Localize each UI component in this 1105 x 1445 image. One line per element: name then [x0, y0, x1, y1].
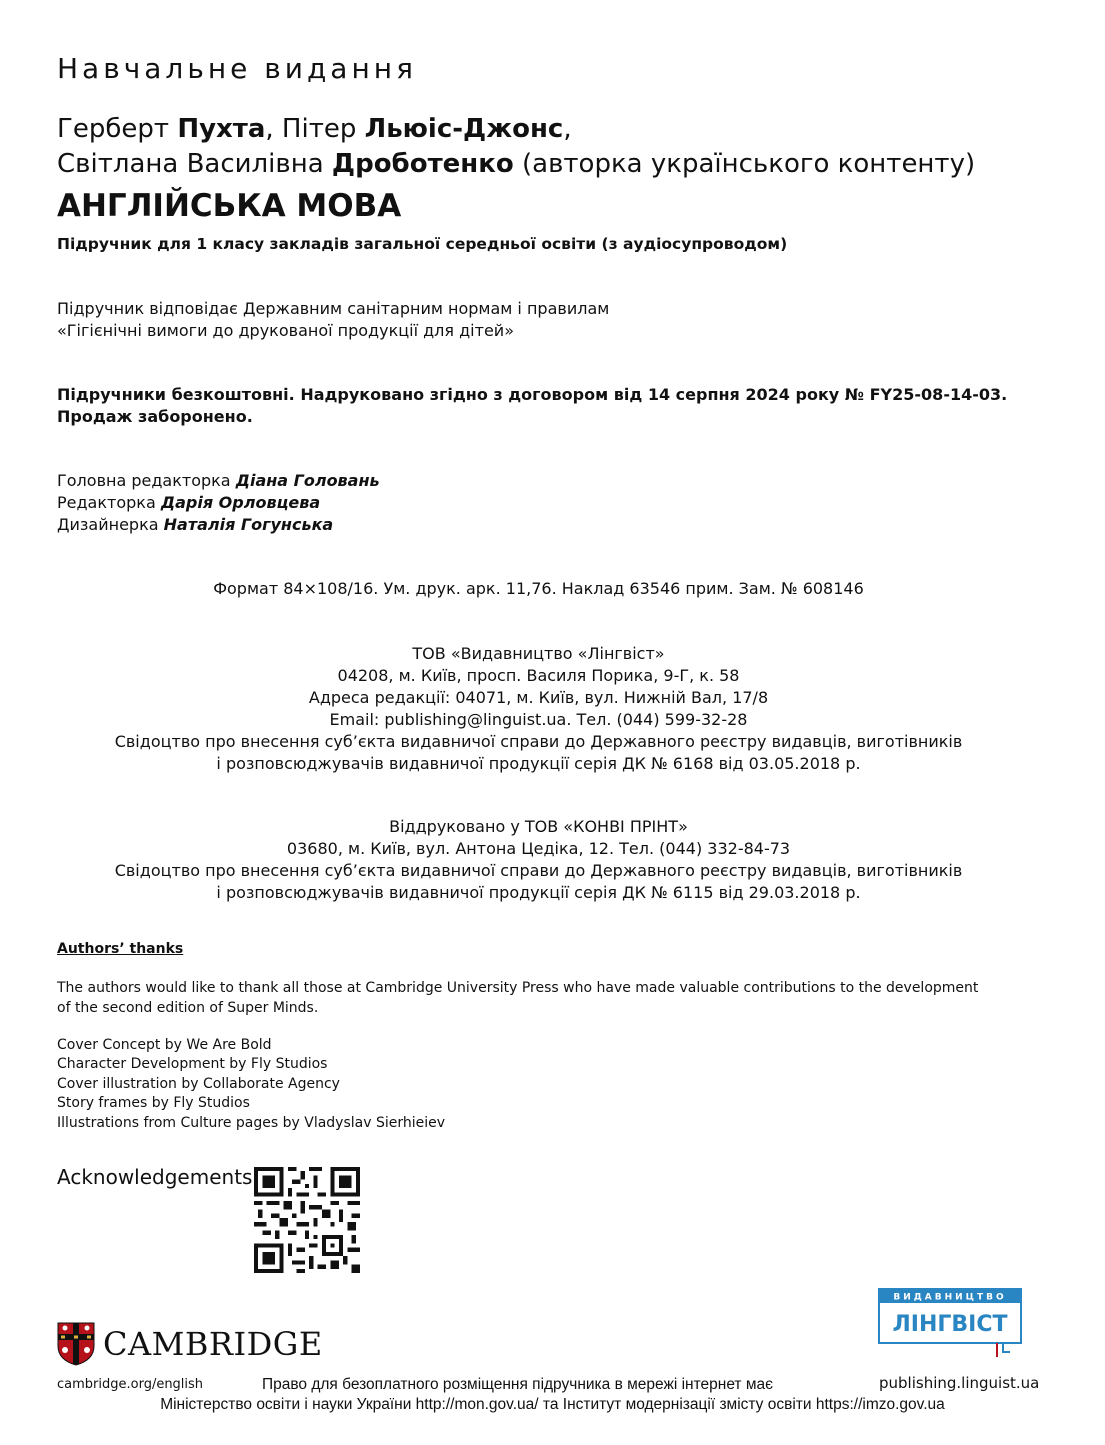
printer-line: 03680, м. Київ, вул. Антона Цедіка, 12. Тел. (044) 332-84-73	[286, 839, 791, 858]
publisher-line: 04208, м. Київ, просп. Василя Порика, 9-Г, к. 58	[337, 666, 740, 685]
authors-line-1	[57, 112, 975, 147]
credit-line: Cover illustration by Collaborate Agency	[57, 1075, 340, 1092]
authors-line-2	[57, 147, 975, 182]
editor-role: Редакторка	[57, 493, 161, 512]
publisher-line: і розповсюджувачів видавничої продукції серія ДК № 6168 від 03.05.2018 р.	[216, 754, 861, 773]
cambridge-wordmark: CAMBRIDGE	[103, 1325, 323, 1363]
credit-line: Character Development by Fly Studios	[57, 1056, 328, 1073]
publisher-line: Email: publishing@linguist.ua. Тел. (044) 599-32-28	[329, 710, 748, 729]
format-line: Формат 84×108/16. Ум. друк. арк. 11,76. Наклад 63546 прим. Зам. № 608146	[213, 579, 864, 598]
author-first-name: Герберт	[57, 114, 178, 144]
printer-line: Віддруковано у ТОВ «КОНВІ ПРІНТ»	[389, 817, 688, 836]
authors-thanks-body: The authors would like to thank all those at Cambridge University Press who have made valuable contributions to the development of the second edition of Super Minds.	[57, 980, 979, 1016]
editor-role: Головна редакторка	[57, 471, 236, 490]
edition-type: Навчальне видання	[57, 52, 417, 85]
editor-role: Дизайнерка	[57, 515, 164, 534]
lingvist-logo-icon	[878, 1288, 1024, 1358]
author-last-name: Льюіс-Джонс	[364, 114, 564, 144]
author-first-name: Світлана Василівна	[57, 149, 332, 179]
editor-name: Наталія Гогунська	[163, 515, 334, 534]
lingvist-url[interactable]: publishing.linguist.ua	[879, 1374, 1040, 1392]
editor-entry	[57, 470, 380, 492]
publisher-line: Свідоцтво про внесення суб’єкта видавничої справи до Державного реєстру видавців, виготівників	[114, 732, 963, 751]
printer-line: і розповсюджувачів видавничої продукції серія ДК № 6115 від 29.03.2018 р.	[216, 883, 861, 902]
lingvist-logo	[878, 1288, 1024, 1362]
qr-code-icon[interactable]	[254, 1167, 360, 1273]
free-notice-line: Підручники безкоштовні. Надруковано згідно з договором від 14 серпня 2024 року № FY25-08-14-03.	[57, 385, 1008, 404]
editors-list	[57, 470, 380, 536]
free-notice-line: Продаж заборонено.	[57, 407, 253, 426]
free-distribution-notice	[57, 384, 1007, 428]
hygiene-line: «Гігієнічні вимоги до друкованої продукції для дітей»	[57, 321, 514, 340]
publisher-info	[0, 643, 1077, 775]
credits-list	[57, 1036, 445, 1133]
acknowledgements-label: Acknowledgements	[57, 1165, 253, 1189]
authors-block	[57, 112, 975, 182]
author-separator: , Пітер	[265, 114, 365, 144]
hygiene-line: Підручник відповідає Державним санітарним нормам і правилам	[57, 299, 610, 318]
author-note: (авторка українського контенту)	[513, 149, 976, 179]
credit-line: Story frames by Fly Studios	[57, 1095, 250, 1112]
publisher-line: Адреса редакції: 04071, м. Київ, вул. Нижній Вал, 17/8	[308, 688, 769, 707]
cambridge-url[interactable]: cambridge.org/english	[57, 1377, 204, 1392]
printer-info	[0, 816, 1077, 904]
hygiene-notice	[57, 298, 609, 342]
cambridge-shield-icon	[57, 1322, 95, 1366]
editor-name: Діана Головань	[235, 471, 380, 490]
editor-entry	[57, 514, 380, 536]
author-last-name: Дроботенко	[331, 149, 514, 179]
credit-line: Illustrations from Culture pages by Vladyslav Sierhieiev	[57, 1114, 446, 1131]
authors-thanks-heading: Authors’ thanks	[57, 941, 184, 957]
editor-name: Дарія Орловцева	[160, 493, 321, 512]
printer-line: Свідоцтво про внесення суб’єкта видавничої справи до Державного реєстру видавців, виготівників	[114, 861, 963, 880]
rights-line: Право для безоплатного розміщення підручника в мережі інтернет має	[261, 1376, 774, 1393]
lingvist-logo-name: ЛІНГВІСТ	[892, 1312, 1008, 1337]
rights-line: Міністерство освіти і науки України http://mon.gov.ua/ та Інститут модернізації змісту освіти https://imzo.gov.ua	[160, 1396, 945, 1413]
author-separator: ,	[563, 114, 572, 144]
cambridge-logo	[57, 1322, 323, 1366]
publisher-line: ТОВ «Видавництво «Лінгвіст»	[412, 644, 665, 663]
editor-entry	[57, 492, 380, 514]
author-last-name: Пухта	[177, 114, 266, 144]
book-title: АНГЛІЙСЬКА МОВА	[57, 188, 402, 224]
lingvist-logo-top-text: ВИДАВНИЦТВО	[893, 1292, 1007, 1303]
book-subtitle: Підручник для 1 класу закладів загальної середньої освіти (з аудіосупроводом)	[57, 235, 788, 253]
credit-line: Cover Concept by We Are Bold	[57, 1037, 272, 1053]
